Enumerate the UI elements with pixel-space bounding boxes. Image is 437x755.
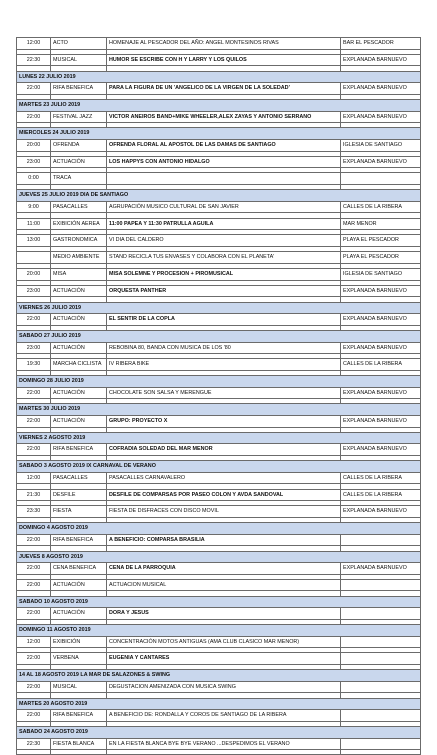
event-row — [17, 608, 421, 620]
event-type: PASACALLES — [51, 201, 107, 213]
event-row — [17, 387, 421, 399]
event-description: PASACALLES CARNAVALERO — [107, 472, 341, 484]
event-description: IV RIBERA BIKE — [107, 359, 341, 371]
event-row — [17, 252, 421, 264]
day-header-row — [17, 625, 421, 637]
day-header-row — [17, 128, 421, 140]
event-place: EXPLANADA BARNUEVO — [341, 156, 421, 168]
event-row — [17, 563, 421, 575]
event-place: CALLES DE LA RIBERA — [341, 489, 421, 501]
spacer-cell — [17, 750, 51, 755]
event-type: RIFA BENEFICA — [51, 710, 107, 722]
event-place: BAR EL PESCADOR — [341, 38, 421, 50]
event-description: A BENEFICIO: COMPARSA BRASILIA — [107, 534, 341, 546]
event-row — [17, 314, 421, 326]
event-place — [341, 738, 421, 750]
event-place: EXPLANADA BARNUEVO — [341, 314, 421, 326]
event-place: EXPLANADA BARNUEVO — [341, 563, 421, 575]
event-place: CALLES DE LA RIBERA — [341, 201, 421, 213]
event-place — [341, 653, 421, 665]
event-time: 22:00 — [17, 416, 51, 428]
event-description: HOMENAJE AL PESCADOR DEL AÑO: ANGEL MONTESINOS RIVAS — [107, 38, 341, 50]
event-time: 22:00 — [17, 653, 51, 665]
event-time: 22:00 — [17, 534, 51, 546]
event-time: 23:00 — [17, 342, 51, 354]
event-time: 12:00 — [17, 472, 51, 484]
event-row — [17, 38, 421, 50]
event-type: MUSICAL — [51, 681, 107, 693]
day-header: MARTES 20 AGOSTO 2019 — [17, 698, 421, 710]
event-type: MEDIO AMBIENTE — [51, 252, 107, 264]
event-description: STAND RECICLA TUS ENVASES Y COLABORA CON EL PLANETA' — [107, 252, 341, 264]
spacer-cell — [51, 750, 107, 755]
event-row — [17, 268, 421, 280]
day-header-row — [17, 670, 421, 682]
event-description: GRUPO: PROYECTO X — [107, 416, 341, 428]
event-place — [341, 608, 421, 620]
event-description: CENA DE LA PARROQUIA — [107, 563, 341, 575]
event-type: ACTUACIÓN — [51, 156, 107, 168]
event-place: EXPLANADA BARNUEVO — [341, 342, 421, 354]
event-time — [17, 252, 51, 264]
day-header: MIERCOLES 24 JULIO 2019 — [17, 128, 421, 140]
event-row — [17, 653, 421, 665]
event-type: VERBENA — [51, 653, 107, 665]
event-description: COFRADIA SOLEDAD DEL MAR MENOR — [107, 444, 341, 456]
event-row — [17, 472, 421, 484]
event-place: PLAYA EL PESCADOR — [341, 252, 421, 264]
event-type: ACTUACIÓN — [51, 579, 107, 591]
event-place — [341, 636, 421, 648]
event-place: IGLESIA DE SANTIAGO — [341, 139, 421, 151]
event-place: MAR MENOR — [341, 218, 421, 230]
day-header: VIERNES 26 JULIO 2019 — [17, 302, 421, 314]
event-time: 22:00 — [17, 710, 51, 722]
event-row — [17, 416, 421, 428]
event-place — [341, 534, 421, 546]
day-header: LUNES 22 JULIO 2019 — [17, 71, 421, 83]
event-row — [17, 636, 421, 648]
event-row — [17, 342, 421, 354]
event-time: 12:00 — [17, 636, 51, 648]
event-description: ACTUACION MUSICAL — [107, 579, 341, 591]
day-header-row — [17, 330, 421, 342]
spacer-cell — [107, 750, 341, 755]
spacer-cell — [341, 750, 421, 755]
event-place: EXPLANADA BARNUEVO — [341, 111, 421, 123]
event-type: EXIBICIÓN — [51, 636, 107, 648]
event-time: 23:00 — [17, 285, 51, 297]
day-header: SABADO 10 AGOSTO 2019 — [17, 596, 421, 608]
event-time: 12:00 — [17, 38, 51, 50]
event-description: REBOBINA 80, BANDA CON MUSICA DE LOS '80 — [107, 342, 341, 354]
day-header-row — [17, 596, 421, 608]
event-description: AGRUPACIÓN MUSICO CULTURAL DE SAN JAVIER — [107, 201, 341, 213]
event-place: EXPLANADA BARNUEVO — [341, 54, 421, 66]
day-header-row — [17, 461, 421, 473]
event-type: ACTO — [51, 38, 107, 50]
day-header-row — [17, 99, 421, 111]
event-type: CENA BENEFICA — [51, 563, 107, 575]
event-row — [17, 506, 421, 518]
event-place: EXPLANADA BARNUEVO — [341, 285, 421, 297]
event-time: 22:00 — [17, 387, 51, 399]
event-type: ACTUACIÓN — [51, 314, 107, 326]
event-description: VICTOR ANEIROS BAND+MIKE WHEELER,ALEX ZAYAS Y ANTONIO SERRANO — [107, 111, 341, 123]
event-type: PASACALLES — [51, 472, 107, 484]
event-type: ACTUACIÓN — [51, 416, 107, 428]
event-row — [17, 444, 421, 456]
event-description: CHOCOLATE SON SALSA Y MERENGUE — [107, 387, 341, 399]
event-time: 22:00 — [17, 83, 51, 95]
day-header: JUEVES 8 AGOSTO 2019 — [17, 551, 421, 563]
event-description — [107, 173, 341, 185]
day-header-row — [17, 698, 421, 710]
event-description: PARA LA FIGURA DE UN 'ANGELICO DE LA VIRGEN DE LA SOLEDAD' — [107, 83, 341, 95]
day-header: SABADO 27 JULIO 2019 — [17, 330, 421, 342]
day-header-row — [17, 404, 421, 416]
event-description: MISA SOLEMNE Y PROCESION + PIROMUSICAL — [107, 268, 341, 280]
event-type: MISA — [51, 268, 107, 280]
event-description: VI DIA DEL CALDERO — [107, 235, 341, 247]
event-description: EUGENIA Y CANTARES — [107, 653, 341, 665]
event-time: 20:00 — [17, 139, 51, 151]
event-place — [341, 173, 421, 185]
event-row — [17, 489, 421, 501]
event-type: MARCHA CICLISTA — [51, 359, 107, 371]
event-type: RIFA BENEFICA — [51, 444, 107, 456]
event-description: OFRENDA FLORAL AL APOSTOL DE LAS DAMAS DE SANTIAGO — [107, 139, 341, 151]
event-place — [341, 681, 421, 693]
event-place: EXPLANADA BARNUEVO — [341, 83, 421, 95]
schedule-sheet — [16, 37, 420, 755]
day-header-row — [17, 190, 421, 202]
day-header: VIERNES 2 AGOSTO 2019 — [17, 432, 421, 444]
event-type: FIESTA — [51, 506, 107, 518]
event-type: ACTUACIÓN — [51, 387, 107, 399]
event-row — [17, 111, 421, 123]
event-row — [17, 285, 421, 297]
event-time: 13:00 — [17, 235, 51, 247]
event-place — [341, 579, 421, 591]
event-type: ACTUACIÓN — [51, 285, 107, 297]
day-header-row — [17, 302, 421, 314]
event-description: CONCENTRACIÓN MOTOS ANTIGUAS (AMA CLUB CLASICO MAR MENOR) — [107, 636, 341, 648]
day-header-row — [17, 551, 421, 563]
event-time: 0:00 — [17, 173, 51, 185]
events-table — [16, 37, 421, 755]
event-description: EL SENTIR DE LA COPLA — [107, 314, 341, 326]
event-type: EXIBICIÓN AEREA — [51, 218, 107, 230]
event-time: 19:30 — [17, 359, 51, 371]
spacer-row — [17, 750, 421, 755]
event-description: 11:00 PAPEA Y 11:30 PATRULLA AGUILA — [107, 218, 341, 230]
day-header-row — [17, 726, 421, 738]
event-time: 22:30 — [17, 54, 51, 66]
day-header: MARTES 23 JULIO 2019 — [17, 99, 421, 111]
event-description: A BENEFICIO DE: RONDALLA Y COROS DE SANTIAGO DE LA RIBERA — [107, 710, 341, 722]
event-place: IGLESIA DE SANTIAGO — [341, 268, 421, 280]
event-description: EN LA FIESTA BLANCA BYE BYE VERANO ...DESPEDIMOS EL VERANO — [107, 738, 341, 750]
event-description: DESFILE DE COMPARSAS POR PASEO COLON Y AVDA SANDOVAL — [107, 489, 341, 501]
day-header: DOMINGO 4 AGOSTO 2019 — [17, 523, 421, 535]
event-time: 22:00 — [17, 314, 51, 326]
event-place: EXPLANADA BARNUEVO — [341, 506, 421, 518]
event-type: OFRENDA — [51, 139, 107, 151]
event-row — [17, 359, 421, 371]
event-time: 22:00 — [17, 608, 51, 620]
event-row — [17, 534, 421, 546]
day-header-row — [17, 523, 421, 535]
event-time: 22:00 — [17, 444, 51, 456]
event-type: FESTIVAL JAZZ — [51, 111, 107, 123]
event-type: FIESTA BLANCA — [51, 738, 107, 750]
event-time: 23:00 — [17, 156, 51, 168]
day-header-row — [17, 432, 421, 444]
event-row — [17, 156, 421, 168]
event-place: CALLES DE LA RIBERA — [341, 359, 421, 371]
event-description: FIESTA DE DISFRACES CON DISCO MOVIL — [107, 506, 341, 518]
day-header: SABADO 24 AGOSTO 2019 — [17, 726, 421, 738]
event-type: RIFA BENEFICA — [51, 534, 107, 546]
event-row — [17, 235, 421, 247]
event-type: MUSICAL — [51, 54, 107, 66]
event-row — [17, 710, 421, 722]
event-place: EXPLANADA BARNUEVO — [341, 444, 421, 456]
event-time: 22:00 — [17, 579, 51, 591]
event-time: 21:30 — [17, 489, 51, 501]
event-row — [17, 83, 421, 95]
event-place — [341, 710, 421, 722]
event-type: RIFA BENEFICA — [51, 83, 107, 95]
event-description: DEGUSTACION AMENIZADA CON MUSICA SWING — [107, 681, 341, 693]
event-row — [17, 54, 421, 66]
event-row — [17, 173, 421, 185]
event-description: LOS HAPPYS CON ANTONIO HIDALGO — [107, 156, 341, 168]
event-type: DESFILE — [51, 489, 107, 501]
day-header: JUEVES 25 JULIO 2019 DIA DE SANTIAGO — [17, 190, 421, 202]
day-header-row — [17, 71, 421, 83]
event-time: 22:00 — [17, 563, 51, 575]
event-row — [17, 201, 421, 213]
event-time: 9:00 — [17, 201, 51, 213]
event-type: GASTRONOMICA — [51, 235, 107, 247]
event-place: EXPLANADA BARNUEVO — [341, 416, 421, 428]
day-header: MARTES 30 JULIO 2019 — [17, 404, 421, 416]
event-row — [17, 218, 421, 230]
event-description: ORQUESTA PANTHER — [107, 285, 341, 297]
day-header: DOMINGO 11 AGOSTO 2019 — [17, 625, 421, 637]
event-type: ACTUACIÓN — [51, 608, 107, 620]
event-time: 22:00 — [17, 111, 51, 123]
event-time: 20:00 — [17, 268, 51, 280]
event-time: 11:00 — [17, 218, 51, 230]
event-type: ACTUACIÓN — [51, 342, 107, 354]
event-place: CALLES DE LA RIBERA — [341, 472, 421, 484]
event-row — [17, 579, 421, 591]
event-place: PLAYA EL PESCADOR — [341, 235, 421, 247]
day-header: DOMINGO 28 JULIO 2019 — [17, 376, 421, 388]
event-time: 22:30 — [17, 738, 51, 750]
event-row — [17, 738, 421, 750]
event-description: DORA Y JESUS — [107, 608, 341, 620]
day-header: SABADO 3 AGOSTO 2019 IX CARNAVAL DE VERANO — [17, 461, 421, 473]
event-description: HUMOR SE ESCRIBE CON H Y LARRY Y LOS QUILOS — [107, 54, 341, 66]
day-header: 14 AL 18 AGOSTO 2019 LA MAR DE SALAZONES & SWING — [17, 670, 421, 682]
event-type: TRACA — [51, 173, 107, 185]
event-row — [17, 139, 421, 151]
day-header-row — [17, 376, 421, 388]
event-time: 22:00 — [17, 681, 51, 693]
event-time: 23:30 — [17, 506, 51, 518]
event-row — [17, 681, 421, 693]
event-place: EXPLANADA BARNUEVO — [341, 387, 421, 399]
